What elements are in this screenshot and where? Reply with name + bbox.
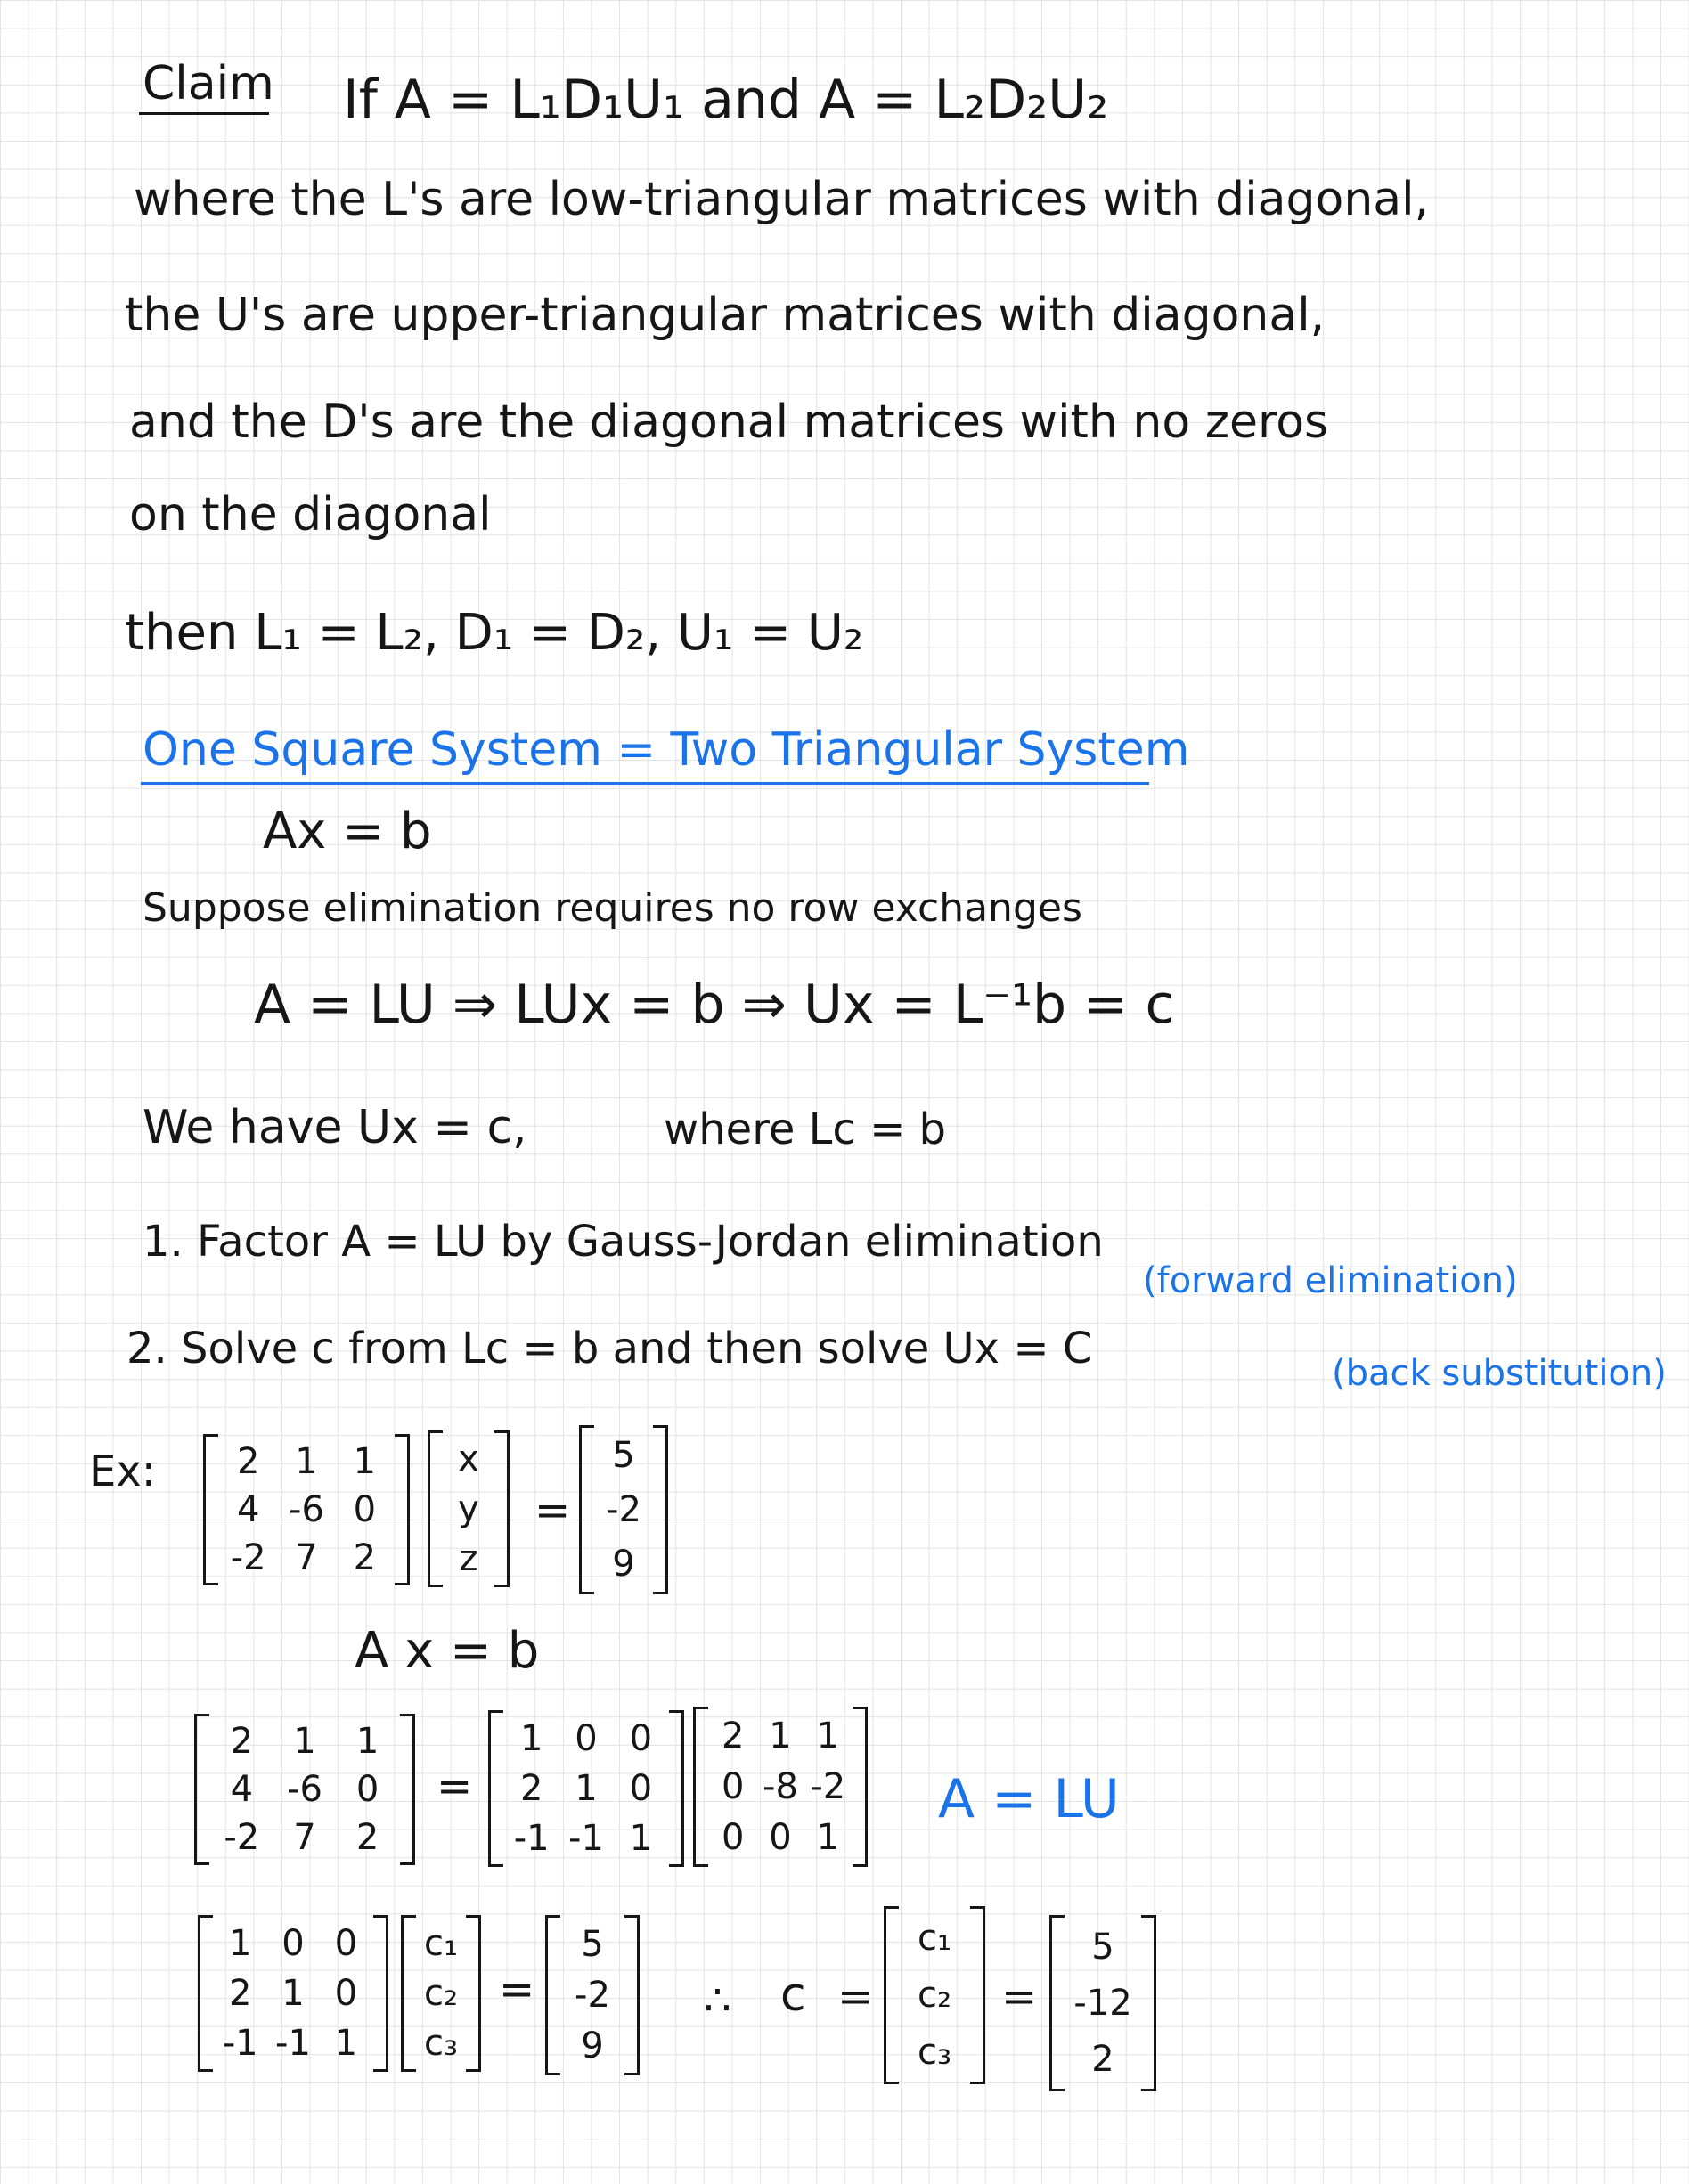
matrix-U-cell: 0 xyxy=(721,1817,745,1859)
vector-c-result-cell: 5 xyxy=(1091,1926,1114,1968)
claim-label: Claim xyxy=(143,57,274,110)
matrix-L-cell: 1 xyxy=(629,1818,653,1859)
vector-c-cell: c₁ xyxy=(423,1923,459,1964)
claim-statement: If A = L₁D₁U₁ and A = L₂D₂U₂ xyxy=(343,69,1109,131)
matrix-L-cell: 1 xyxy=(519,1718,543,1759)
matrix-L-cell: 1 xyxy=(575,1768,598,1809)
matrix-U-cell: 2 xyxy=(721,1715,745,1756)
matrix-A-cell: 2 xyxy=(230,1721,254,1762)
matrix-A-cell: 4 xyxy=(230,1769,254,1810)
matrix-L-repeat xyxy=(198,1915,388,2072)
equals-sign: = xyxy=(499,1965,535,2015)
matrix-A-cell: 0 xyxy=(355,1769,379,1810)
matrix-L-cell: 1 xyxy=(282,1973,305,2014)
vector-c-cell: c₃ xyxy=(917,2032,952,2073)
matrix-A-cell: 2 xyxy=(353,1537,377,1578)
matrix-L-cell: 0 xyxy=(334,1923,358,1964)
equals-sign: = xyxy=(1001,1972,1038,2022)
matrix-A-cell: 2 xyxy=(355,1817,379,1858)
vector-c-result xyxy=(1049,1915,1156,2091)
matrix-A-cell: 1 xyxy=(293,1721,316,1762)
vector-c-cell: c₁ xyxy=(917,1918,952,1959)
vector-b-cell: -2 xyxy=(606,1488,641,1530)
matrix-U-cell: 1 xyxy=(816,1817,840,1859)
equals-sign: = xyxy=(437,1762,473,1812)
matrix-U-cell: 1 xyxy=(816,1715,840,1756)
assumption-text: Suppose elimination requires no row exchanges xyxy=(143,885,1082,931)
matrix-L-cell: 2 xyxy=(519,1768,543,1809)
matrix-A-cell: 2 xyxy=(236,1441,260,1482)
matrix-A-cell: -2 xyxy=(224,1817,260,1858)
matrix-L-cell: 0 xyxy=(629,1718,653,1759)
matrix-U-cell: 0 xyxy=(721,1765,745,1807)
matrix-A-cell: 1 xyxy=(295,1441,318,1482)
matrix-A-cell: -6 xyxy=(289,1489,324,1530)
matrix-U-cell: 0 xyxy=(769,1817,792,1859)
claim-conclusion: then L₁ = L₂, D₁ = D₂, U₁ = U₂ xyxy=(125,604,864,662)
matrix-A-cell: -6 xyxy=(287,1769,322,1810)
vector-x-cell: x xyxy=(458,1438,479,1479)
matrix-L-cell: 0 xyxy=(575,1718,598,1759)
vector-c-result-cell: 2 xyxy=(1091,2039,1114,2081)
result-left: We have Ux = c, xyxy=(143,1101,527,1154)
result-right: where Lc = b xyxy=(664,1104,947,1154)
matrix-A-cell: 1 xyxy=(353,1441,377,1482)
matrix-L-cell: 1 xyxy=(228,1923,252,1964)
vector-b-cell: 9 xyxy=(581,2025,604,2067)
claim-underline xyxy=(139,112,269,115)
vector-x-cell: z xyxy=(459,1538,478,1579)
step-1-note: (forward elimination) xyxy=(1143,1260,1518,1301)
vector-b-cell: 9 xyxy=(612,1543,635,1585)
step-2: 2. Solve c from Lc = b and then solve Ux = C xyxy=(126,1324,1093,1373)
derivation-text: A = LU ⇒ LUx = b ⇒ Ux = L⁻¹b = c xyxy=(254,974,1175,1036)
vector-b xyxy=(579,1425,668,1594)
vector-x-cell: y xyxy=(458,1488,479,1529)
matrix-L-cell: 0 xyxy=(334,1973,358,2014)
matrix-A-cell: 0 xyxy=(353,1489,377,1530)
claim-line-2: the U's are upper-triangular matrices with diagonal, xyxy=(125,289,1326,342)
vector-c-cell: c₃ xyxy=(423,2023,459,2064)
matrix-L-cell: -1 xyxy=(222,2023,258,2064)
matrix-L-cell: -1 xyxy=(513,1818,550,1859)
matrix-L-cell: -1 xyxy=(568,1818,604,1859)
vector-c-repeat xyxy=(884,1906,985,2084)
matrix-L-cell: 0 xyxy=(282,1923,305,1964)
matrix-L xyxy=(488,1710,684,1867)
step-1: 1. Factor A = LU by Gauss-Jordan elimination xyxy=(143,1217,1104,1267)
equals-sign: = xyxy=(534,1486,571,1536)
therefore-symbol: ∴ xyxy=(704,1976,731,2025)
example-label: Ex: xyxy=(89,1446,156,1496)
step-2-note: (back substitution) xyxy=(1332,1353,1667,1394)
section-heading-underline xyxy=(141,782,1149,785)
equals-sign: = xyxy=(837,1972,874,2022)
lu-caption: A = LU xyxy=(938,1768,1120,1830)
vector-c xyxy=(401,1915,481,2072)
matrix-L-cell: -1 xyxy=(275,2023,311,2064)
c-symbol: c xyxy=(780,1968,806,2022)
claim-line-1: where the L's are low-triangular matrices with diagonal, xyxy=(134,173,1430,226)
matrix-U-cell: -2 xyxy=(810,1765,846,1807)
matrix-A-cell: 1 xyxy=(355,1721,379,1762)
matrix-L-cell: 0 xyxy=(629,1768,653,1809)
matrix-L-cell: 2 xyxy=(228,1973,252,2014)
matrix-U-cell: -8 xyxy=(763,1765,798,1807)
claim-line-3: and the D's are the diagonal matrices with no zeros xyxy=(129,395,1329,449)
vector-b-cell: 5 xyxy=(581,1923,604,1965)
matrix-A xyxy=(203,1434,410,1585)
system-equation: Ax = b xyxy=(263,803,432,860)
matrix-U xyxy=(693,1707,868,1867)
vector-b-repeat xyxy=(545,1915,640,2075)
matrix-A-cell: 4 xyxy=(236,1489,260,1530)
matrix-A-cell: 7 xyxy=(293,1817,316,1858)
vector-c-result-cell: -12 xyxy=(1073,1982,1132,2024)
vector-b-cell: 5 xyxy=(612,1435,635,1477)
vector-x xyxy=(428,1430,510,1587)
section-heading: One Square System = Two Triangular System xyxy=(143,723,1190,777)
vector-c-cell: c₂ xyxy=(423,1973,459,2014)
vector-c-cell: c₂ xyxy=(917,1975,952,2016)
vector-b-cell: -2 xyxy=(575,1974,610,2016)
matrix-U-cell: 1 xyxy=(769,1715,792,1756)
matrix-L-cell: 1 xyxy=(334,2023,358,2064)
example-caption: A x = b xyxy=(355,1622,540,1680)
matrix-A-cell: -2 xyxy=(230,1537,266,1578)
matrix-A-cell: 7 xyxy=(295,1537,318,1578)
matrix-A-repeat xyxy=(194,1714,415,1865)
claim-line-4: on the diagonal xyxy=(129,488,492,542)
